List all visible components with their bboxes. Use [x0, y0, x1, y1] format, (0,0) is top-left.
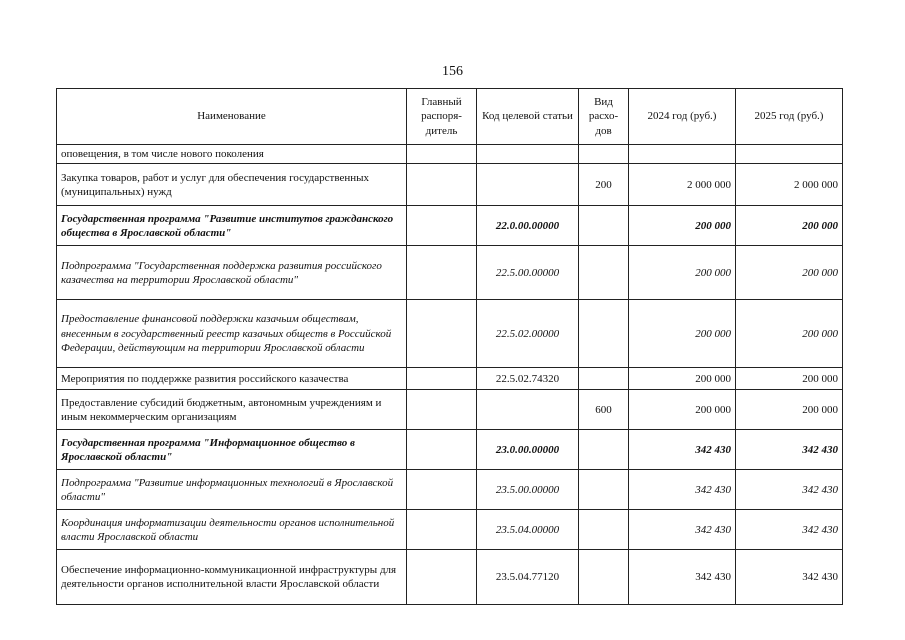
row-amount-2025: 200 000	[736, 390, 843, 430]
row-administrator	[407, 246, 477, 300]
row-amount-2024: 200 000	[629, 206, 736, 246]
row-administrator	[407, 510, 477, 550]
row-amount-2025: 342 430	[736, 430, 843, 470]
row-amount-2025: 200 000	[736, 368, 843, 390]
row-administrator	[407, 390, 477, 430]
table-row	[57, 470, 843, 510]
row-amount-2024: 342 430	[629, 510, 736, 550]
row-amount-2024: 2 000 000	[629, 164, 736, 206]
row-amount-2025: 200 000	[736, 300, 843, 368]
row-expense-type: 600	[579, 390, 629, 430]
row-name: Закупка товаров, работ и услуг для обеспечения государственных (муниципальных) нужд	[57, 164, 407, 206]
row-target-code: 22.5.02.00000	[477, 300, 579, 368]
table-row	[57, 510, 843, 550]
row-amount-2024: 342 430	[629, 550, 736, 605]
header-expense-type: Вид расхо- дов	[579, 89, 629, 145]
row-expense-type	[579, 550, 629, 605]
header-administrator: Главный распоря- дитель	[407, 89, 477, 145]
row-name: Обеспечение информационно-коммуникационной инфраструктуры для деятельности органов исполнительной власти Ярославской области	[57, 550, 407, 605]
table-row	[57, 206, 843, 246]
row-amount-2024: 342 430	[629, 430, 736, 470]
row-target-code: 23.0.00.00000	[477, 430, 579, 470]
row-amount-2025	[736, 145, 843, 164]
row-expense-type: 200	[579, 164, 629, 206]
row-expense-type	[579, 206, 629, 246]
table-row	[57, 300, 843, 368]
row-amount-2025: 200 000	[736, 246, 843, 300]
table-row	[57, 246, 843, 300]
page-number: 156	[442, 64, 463, 79]
header-year-2024: 2024 год (руб.)	[629, 89, 736, 145]
header-target-code: Код целевой статьи	[477, 89, 579, 145]
table-body	[57, 145, 843, 605]
row-expense-type	[579, 300, 629, 368]
row-target-code	[477, 164, 579, 206]
row-target-code	[477, 390, 579, 430]
row-expense-type	[579, 510, 629, 550]
row-amount-2025: 2 000 000	[736, 164, 843, 206]
table-row	[57, 145, 843, 164]
row-amount-2024	[629, 145, 736, 164]
table-header	[57, 89, 843, 145]
header-name: Наименование	[57, 89, 407, 145]
row-amount-2025: 342 430	[736, 470, 843, 510]
row-expense-type	[579, 430, 629, 470]
row-administrator	[407, 145, 477, 164]
row-name: Подпрограмма "Государственная поддержка развития российского казачества на территории Ярославской области"	[57, 246, 407, 300]
row-amount-2024: 342 430	[629, 470, 736, 510]
table-row	[57, 430, 843, 470]
row-administrator	[407, 164, 477, 206]
table-row	[57, 368, 843, 390]
row-expense-type	[579, 246, 629, 300]
row-name: Предоставление субсидий бюджетным, автономным учреждениям и иным некоммерческим организациям	[57, 390, 407, 430]
row-name: Мероприятия по поддержке развития российского казачества	[57, 368, 407, 390]
row-administrator	[407, 300, 477, 368]
budget-table	[56, 88, 843, 605]
row-expense-type	[579, 368, 629, 390]
row-administrator	[407, 550, 477, 605]
row-target-code	[477, 145, 579, 164]
row-target-code: 22.5.00.00000	[477, 246, 579, 300]
row-name: оповещения, в том числе нового поколения	[57, 145, 407, 164]
row-amount-2024: 200 000	[629, 300, 736, 368]
row-name: Координация информатизации деятельности органов исполнительной власти Ярославской области	[57, 510, 407, 550]
row-target-code: 22.5.02.74320	[477, 368, 579, 390]
row-target-code: 23.5.04.00000	[477, 510, 579, 550]
row-target-code: 23.5.04.77120	[477, 550, 579, 605]
row-amount-2024: 200 000	[629, 246, 736, 300]
row-expense-type	[579, 470, 629, 510]
row-administrator	[407, 430, 477, 470]
row-name: Государственная программа "Развитие институтов гражданского общества в Ярославской области"	[57, 206, 407, 246]
row-administrator	[407, 368, 477, 390]
row-amount-2024: 200 000	[629, 390, 736, 430]
row-target-code: 22.0.00.00000	[477, 206, 579, 246]
row-expense-type	[579, 145, 629, 164]
row-administrator	[407, 206, 477, 246]
row-amount-2025: 200 000	[736, 206, 843, 246]
row-name: Предоставление финансовой поддержки казачьим обществам, внесенным в государственный реестр казачьих обществ в Российской Федерации, действующим на территории Ярославской области	[57, 300, 407, 368]
table-row	[57, 164, 843, 206]
row-amount-2025: 342 430	[736, 510, 843, 550]
row-amount-2025: 342 430	[736, 550, 843, 605]
header-year-2025: 2025 год (руб.)	[736, 89, 843, 145]
table-row	[57, 550, 843, 605]
row-name: Подпрограмма "Развитие информационных технологий в Ярославской области"	[57, 470, 407, 510]
row-amount-2024: 200 000	[629, 368, 736, 390]
table-row	[57, 390, 843, 430]
row-administrator	[407, 470, 477, 510]
row-name: Государственная программа "Информационное общество в Ярославской области"	[57, 430, 407, 470]
row-target-code: 23.5.00.00000	[477, 470, 579, 510]
